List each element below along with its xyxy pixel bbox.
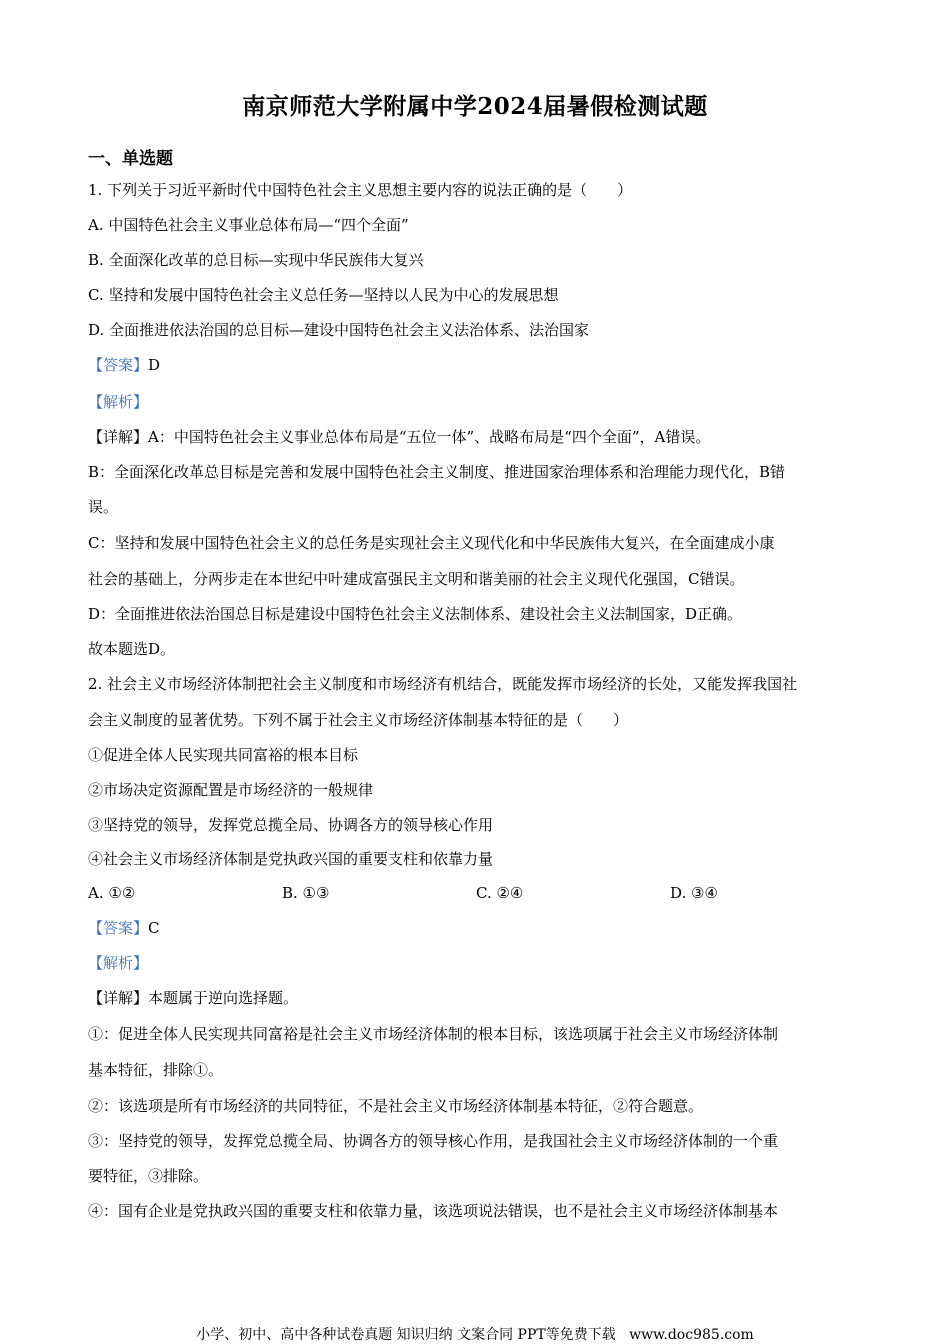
q1-option-d: D. 全面推进依法治国的总目标—建设中国特色社会主义法治体系、法治国家 — [88, 321, 590, 339]
q1-option-c: C. 坚持和发展中国特色社会主义总任务—坚持以人民为中心的发展思想 — [88, 286, 559, 304]
detail-text: A：中国特色社会主义事业总体布局是“五位一体”、战略布局是“四个全面”，A错误。 — [148, 428, 711, 446]
q2-detail-line: 基本特征，排除①。 — [88, 1061, 224, 1079]
answer-value: C — [148, 919, 160, 937]
analysis-label: 【解析】 — [88, 954, 149, 972]
q1-detail-line: C：坚持和发展中国特色社会主义的总任务是实现社会主义现代化和中华民族伟大复兴，在全面建成小康 — [88, 534, 775, 552]
detail-label: 【详解】 — [88, 428, 149, 446]
q2-item-2: ②市场决定资源配置是市场经济的一般规律 — [88, 781, 374, 799]
q2-option-a: A. ①② — [88, 884, 136, 902]
q2-detail-line: ②：该选项是所有市场经济的共同特征，不是社会主义市场经济体制基本特征，②符合题意。 — [88, 1097, 704, 1115]
q1-option-a: A. 中国特色社会主义事业总体布局—“四个全面” — [88, 216, 409, 234]
q1-detail-line — [88, 427, 710, 447]
q2-item-3: ③坚持党的领导，发挥党总揽全局、协调各方的领导核心作用 — [88, 816, 494, 834]
q2-stem-line: 2. 社会主义市场经济体制把社会主义制度和市场经济有机结合，既能发挥市场经济的长处，又能发挥我国社 — [88, 675, 798, 693]
q1-stem: 1. 下列关于习近平新时代中国特色社会主义思想主要内容的说法正确的是（ ） — [88, 181, 633, 199]
q1-analysis — [88, 392, 148, 412]
q2-detail-line: ③：坚持党的领导，发挥党总揽全局、协调各方的领导核心作用，是我国社会主义市场经济体制的一个重 — [88, 1132, 779, 1150]
answer-label: 【答案】 — [88, 919, 149, 937]
answer-label: 【答案】 — [88, 356, 149, 374]
q2-stem-line: 会主义制度的显著优势。下列不属于社会主义市场经济体制基本特征的是（ ） — [88, 711, 629, 729]
page-title: 南京师范大学附属中学2024届暑假检测试题 — [242, 93, 708, 120]
q2-detail-line: 要特征，③排除。 — [88, 1167, 209, 1185]
q2-option-d: D. ③④ — [670, 884, 718, 902]
q1-answer — [88, 355, 160, 375]
q2-option-c: C. ②④ — [476, 884, 524, 902]
q1-detail-line: 故本题选D。 — [88, 640, 176, 658]
q2-item-4: ④社会主义市场经济体制是党执政兴国的重要支柱和依靠力量 — [88, 850, 494, 868]
detail-text: 本题属于逆向选择题。 — [148, 989, 299, 1007]
q1-option-b: B. 全面深化改革的总目标—实现中华民族伟大复兴 — [88, 251, 424, 269]
footer-site-link[interactable]: www.doc985.com — [629, 1327, 754, 1343]
q2-detail-line: ①：促进全体人民实现共同富裕是社会主义市场经济体制的根本目标，该选项属于社会主义市场经济体制 — [88, 1025, 779, 1043]
q2-option-b: B. ①③ — [282, 884, 330, 902]
footer-text: 小学、初中、高中各种试卷真题 知识归纳 文案合同 PPT等免费下载 — [196, 1327, 616, 1343]
q2-detail-line — [88, 988, 298, 1008]
section-heading: 一、单选题 — [88, 149, 173, 169]
q2-detail-line: ④：国有企业是党执政兴国的重要支柱和依靠力量，该选项说法错误，也不是社会主义市场经济体制基本 — [88, 1202, 779, 1220]
q2-analysis — [88, 953, 148, 973]
q2-answer — [88, 918, 160, 938]
q1-detail-line: 误。 — [88, 498, 119, 516]
analysis-label: 【解析】 — [88, 393, 149, 411]
q1-detail-line: B：全面深化改革总目标是完善和发展中国特色社会主义制度、推进国家治理体系和治理能力现代化，B错 — [88, 463, 786, 481]
detail-label: 【详解】 — [88, 989, 149, 1007]
page-footer — [0, 1324, 950, 1344]
q2-item-1: ①促进全体人民实现共同富裕的根本目标 — [88, 746, 359, 764]
q1-detail-line: 社会的基础上，分两步走在本世纪中叶建成富强民主文明和谐美丽的社会主义现代化强国，C错误。 — [88, 570, 745, 588]
answer-value: D — [148, 356, 161, 374]
q1-detail-line: D：全面推进依法治国总目标是建设中国特色社会主义法制体系、建设社会主义法制国家，D正确。 — [88, 605, 743, 623]
